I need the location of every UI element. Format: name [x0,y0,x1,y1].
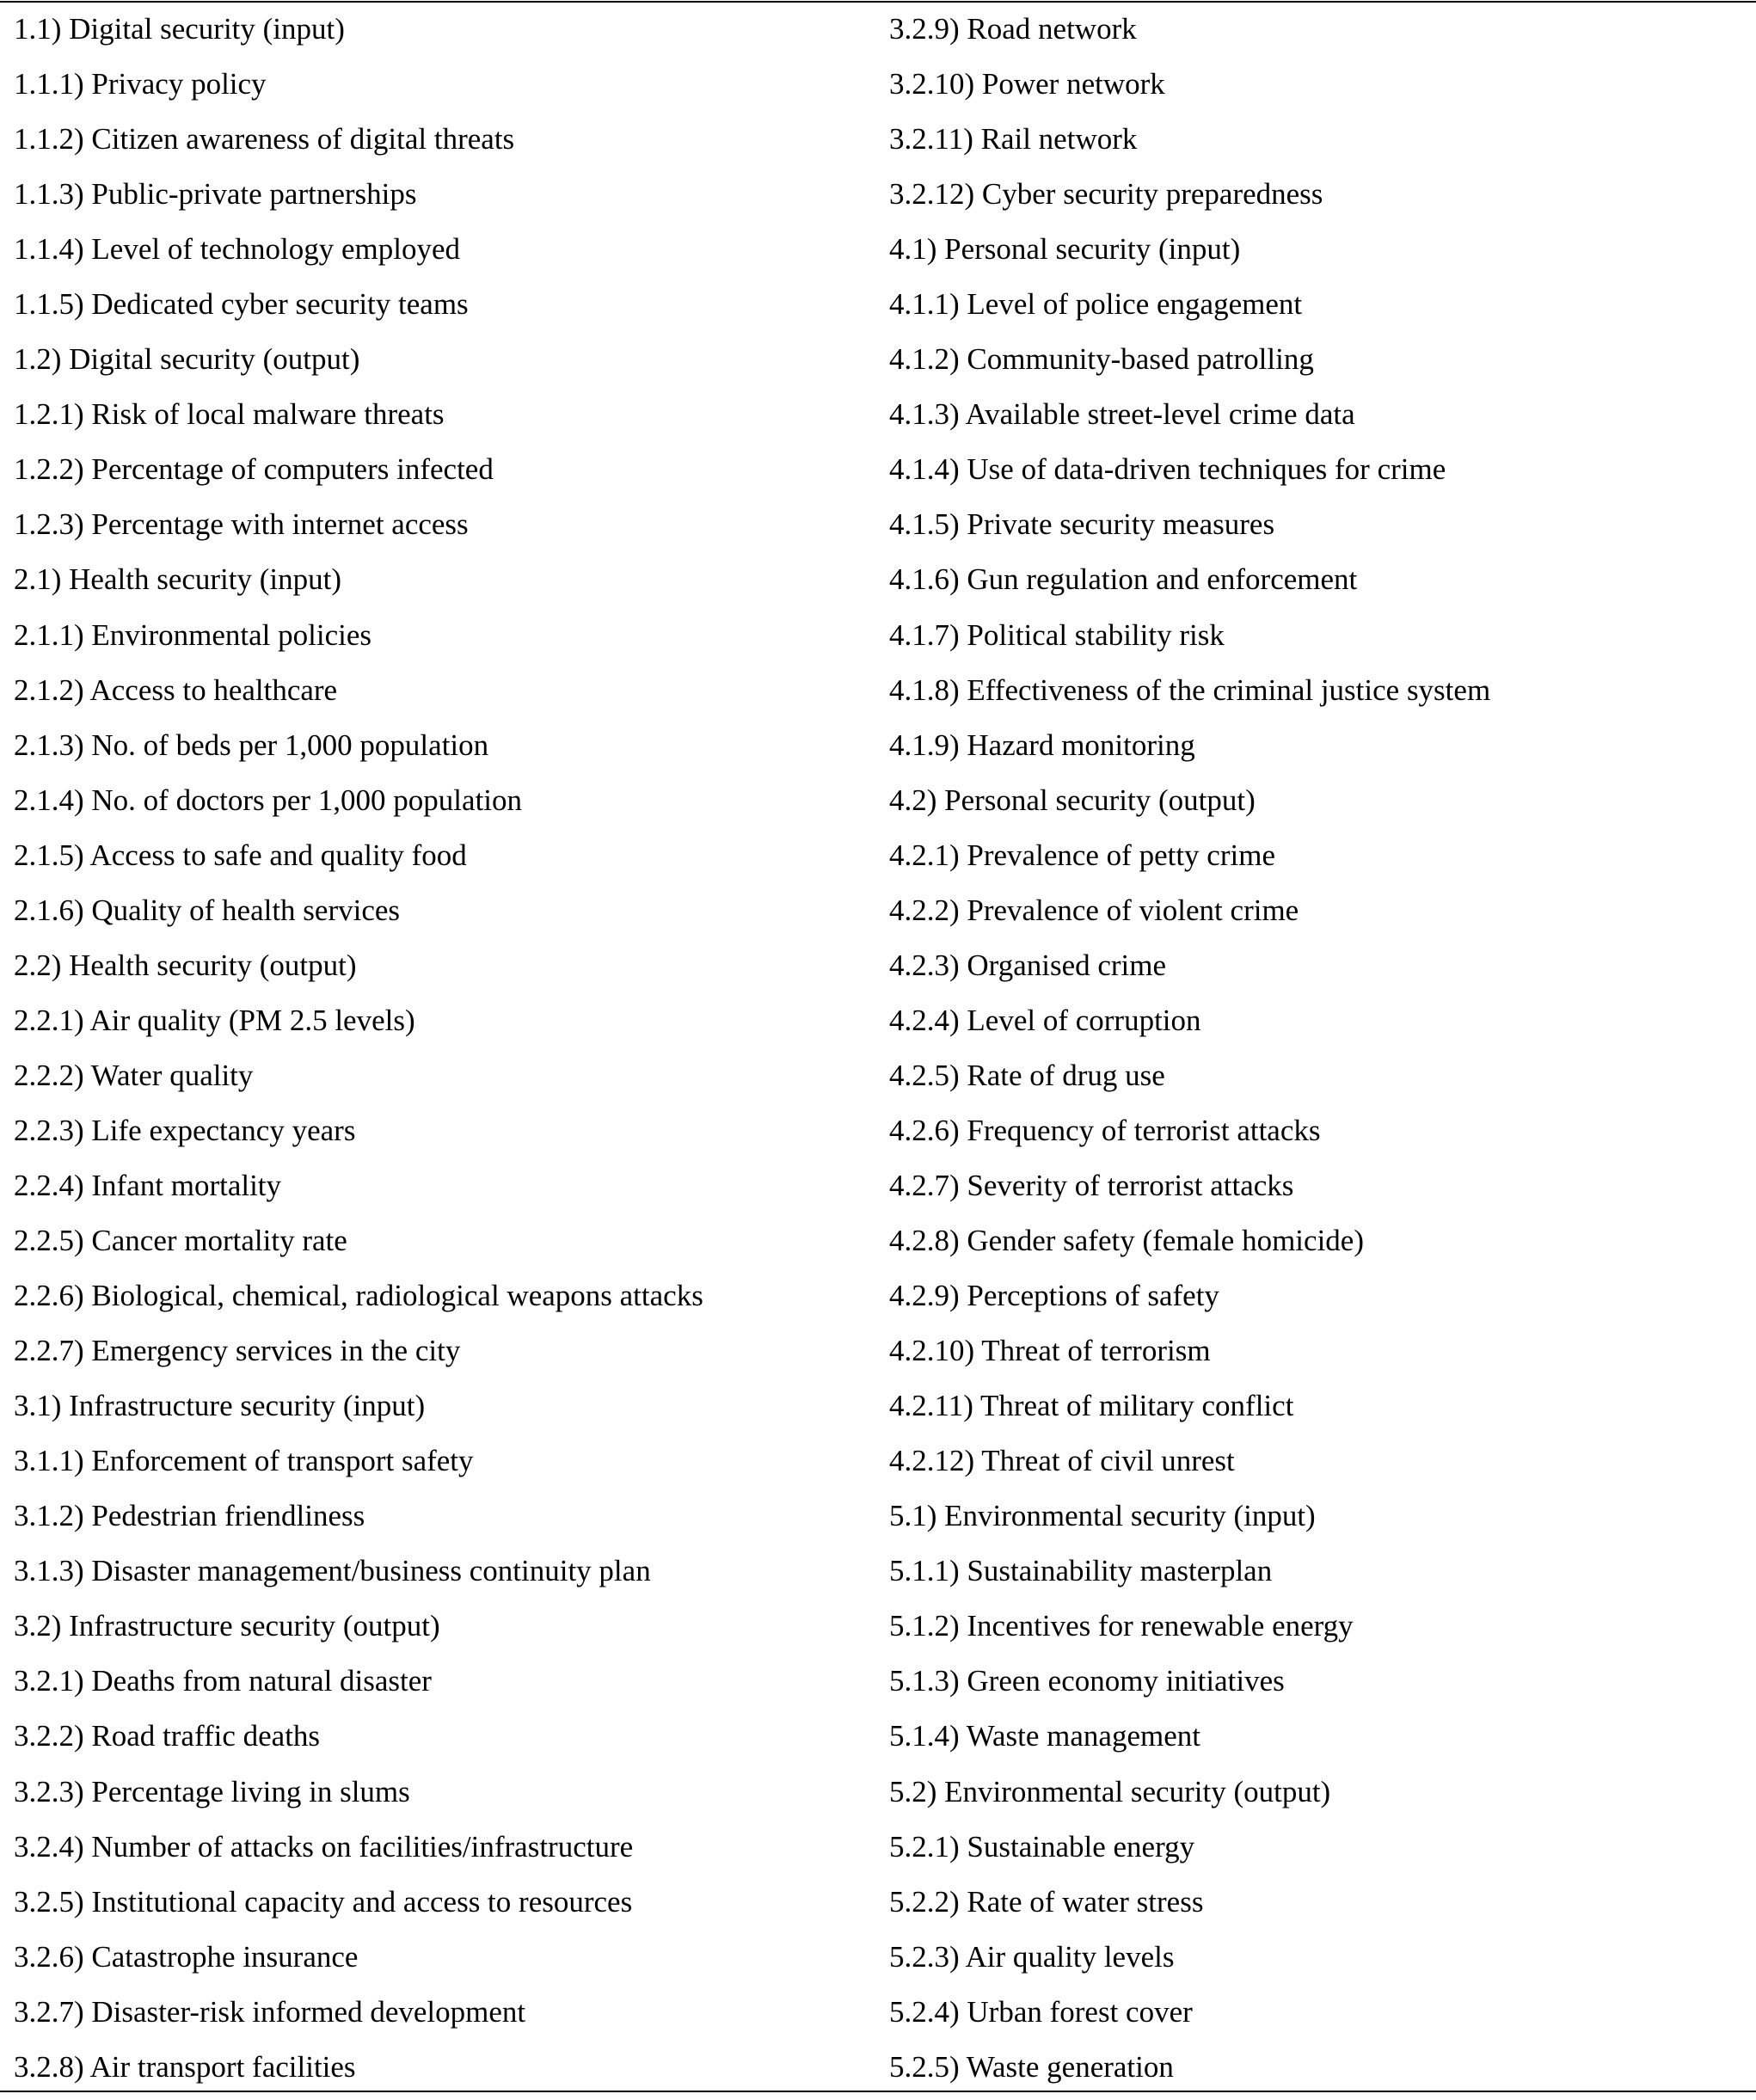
table-row-right: 4.2.12) Threat of civil unrest [889,1444,1235,1478]
table-row-right: 4.1.4) Use of data-driven techniques for crime [889,452,1446,487]
table-row-right: 5.1.4) Waste management [889,1719,1200,1753]
table-row-right: 3.2.12) Cyber security preparedness [889,177,1323,212]
table-row-left: 1.1.3) Public-private partnerships [14,177,417,212]
table-row-right: 5.2.2) Rate of water stress [889,1884,1204,1919]
table-row-left: 3.2) Infrastructure security (output) [14,1609,440,1643]
table-row-left: 2.1) Health security (input) [14,562,342,597]
table-row-right: 4.1) Personal security (input) [889,232,1241,267]
table-row-left: 1.2.3) Percentage with internet access [14,507,469,542]
table-bottom-rule [0,2091,1756,2092]
table-row-right: 5.1.2) Incentives for renewable energy [889,1609,1354,1643]
table-row-left: 1.2.1) Risk of local malware threats [14,397,445,432]
table-row-right: 4.2.3) Organised crime [889,948,1167,982]
table-row-left: 3.2.1) Deaths from natural disaster [14,1664,432,1698]
table-row-right: 4.1.3) Available street-level crime data [889,397,1355,432]
table-row-left: 3.2.5) Institutional capacity and access to resources [14,1884,633,1919]
table-row-right: 4.1.8) Effectiveness of the criminal justice system [889,672,1491,707]
table-row-left: 1.1) Digital security (input) [14,12,345,46]
table-row-right: 4.1.7) Political stability risk [889,617,1225,652]
table-row-left: 2.1.6) Quality of health services [14,893,401,927]
table-row-right: 5.2.1) Sustainable energy [889,1829,1195,1864]
table-row-left: 2.1.3) No. of beds per 1,000 population [14,728,489,762]
table-row-right: 4.2.2) Prevalence of violent crime [889,893,1299,927]
table-row-left: 3.1) Infrastructure security (input) [14,1389,426,1423]
table-row-right: 5.2) Environmental security (output) [889,1774,1331,1808]
table-row-left: 3.1.2) Pedestrian friendliness [14,1499,365,1533]
table-row-left: 1.2.2) Percentage of computers infected [14,452,494,487]
table-row-right: 4.2.7) Severity of terrorist attacks [889,1168,1294,1202]
table-row-right: 5.1.3) Green economy initiatives [889,1664,1285,1698]
table-row-left: 3.1.1) Enforcement of transport safety [14,1444,474,1478]
table-row-right: 4.2.5) Rate of drug use [889,1058,1165,1092]
table-row-right: 4.2.1) Prevalence of petty crime [889,838,1275,872]
table-row-right: 4.2.11) Threat of military conflict [889,1389,1294,1423]
table-row-right: 5.2.3) Air quality levels [889,1939,1175,1974]
table-row-left: 2.2.7) Emergency services in the city [14,1334,461,1368]
table-top-rule [0,1,1756,3]
table-row-left: 1.1.4) Level of technology employed [14,232,461,267]
table-row-left: 2.1.2) Access to healthcare [14,672,338,707]
table-row-right: 4.2.10) Threat of terrorism [889,1334,1211,1368]
table-row-left: 3.2.3) Percentage living in slums [14,1774,410,1808]
table-row-right: 4.1.9) Hazard monitoring [889,728,1195,762]
table-row-right: 4.1.6) Gun regulation and enforcement [889,562,1358,597]
table-row-left: 3.1.3) Disaster management/business continuity plan [14,1554,651,1588]
table-row-left: 2.2.2) Water quality [14,1058,254,1092]
table-row-left: 2.1.4) No. of doctors per 1,000 population [14,783,523,817]
table-row-right: 5.1.1) Sustainability masterplan [889,1554,1273,1588]
table-row-right: 4.1.5) Private security measures [889,507,1275,542]
table-right-column [889,7,1749,2100]
table-row-right: 4.2.9) Perceptions of safety [889,1279,1219,1313]
table-row-right: 5.2.5) Waste generation [889,2049,1174,2084]
table-row-right: 3.2.10) Power network [889,67,1165,101]
table-row-right: 4.2.8) Gender safety (female homicide) [889,1224,1364,1258]
table-row-left: 3.2.7) Disaster-risk informed development [14,1994,526,2029]
table-row-right: 4.2.6) Frequency of terrorist attacks [889,1113,1321,1147]
table-row-right: 4.2.4) Level of corruption [889,1003,1201,1037]
table-row-right: 3.2.11) Rail network [889,122,1138,157]
table-row-left: 3.2.2) Road traffic deaths [14,1719,321,1753]
table-row-left: 2.1.5) Access to safe and quality food [14,838,467,872]
table-row-left: 3.2.4) Number of attacks on facilities/infrastructure [14,1829,634,1864]
table-row-left: 2.2) Health security (output) [14,948,357,982]
table-row-right: 4.1.2) Community-based patrolling [889,342,1314,377]
table-row-left: 2.2.6) Biological, chemical, radiological weapons attacks [14,1279,703,1313]
table-row-left: 1.2) Digital security (output) [14,342,360,377]
table-row-left: 2.1.1) Environmental policies [14,617,372,652]
table-row-right: 5.1) Environmental security (input) [889,1499,1316,1533]
table-left-column [14,7,874,2100]
table-row-left: 1.1.2) Citizen awareness of digital threats [14,122,515,157]
table-row-right: 4.2) Personal security (output) [889,783,1256,817]
table-row-right: 4.1.1) Level of police engagement [889,287,1303,322]
table-row-left: 2.2.5) Cancer mortality rate [14,1224,347,1258]
table-row-left: 1.1.1) Privacy policy [14,67,267,101]
table-row-left: 3.2.8) Air transport facilities [14,2049,356,2084]
table-row-left: 1.1.5) Dedicated cyber security teams [14,287,469,322]
table-row-left: 3.2.6) Catastrophe insurance [14,1939,359,1974]
table-row-left: 2.2.4) Infant mortality [14,1168,282,1202]
table-row-left: 2.2.3) Life expectancy years [14,1113,356,1147]
table-row-right: 5.2.4) Urban forest cover [889,1994,1193,2029]
table-row-right: 3.2.9) Road network [889,12,1137,46]
table-row-left: 2.2.1) Air quality (PM 2.5 levels) [14,1003,415,1037]
